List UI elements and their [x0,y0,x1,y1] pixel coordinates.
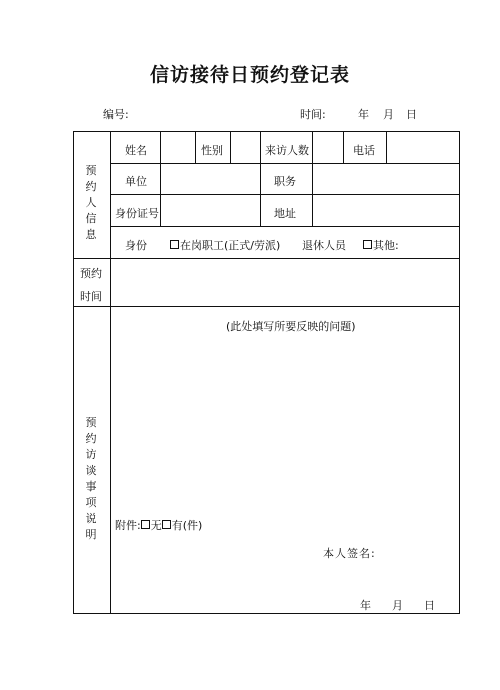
option-employed-text: 在岗职工(正式/劳派) [180,239,281,252]
label-column-divider [110,131,111,614]
footer-day: 日 [424,599,435,612]
appointment-time-label-line1: 预约 [80,267,102,280]
duty-label: 职务 [274,175,296,188]
form-title: 信访接待日预约登记表 [149,64,350,86]
footer-month: 月 [392,599,403,612]
column-divider [230,131,231,163]
column-divider [160,131,161,226]
row-divider [111,163,460,164]
option-retired: 退休人员 [302,239,346,252]
row-divider [111,194,460,195]
header-year: 年 [358,108,369,121]
unit-label: 单位 [125,175,147,188]
header-day: 日 [406,108,417,121]
appointee-info-label: 预约人信息 [85,164,97,241]
other-checkbox-icon[interactable] [363,240,372,249]
number-label: 编号: [103,108,129,121]
employed-checkbox-icon[interactable] [170,240,179,249]
option-other[interactable] [363,237,399,253]
matter-hint: (此处填写所要反映的问题) [226,320,356,333]
address-label: 地址 [274,207,296,220]
section-divider [73,306,460,307]
signature-label: 本人签名: [323,547,376,560]
header-month: 月 [383,108,394,121]
gender-label: 性别 [201,144,223,157]
attachment-label: 附件: [115,519,141,532]
phone-label: 电话 [353,144,375,157]
footer-year: 年 [360,599,371,612]
has-attachment-checkbox-icon[interactable] [162,520,171,529]
column-divider [195,131,196,163]
row-divider [111,226,460,227]
attachment-none-text: 无 [150,519,162,532]
time-label: 时间: [300,108,326,121]
column-divider [386,131,387,163]
appointment-time-label-line2: 时间 [80,290,102,303]
id-number-label: 身份证号 [115,207,159,220]
visitor-count-label: 来访人数 [265,144,309,157]
column-divider [260,131,261,226]
attachment-row [115,517,202,533]
matter-description-label: 预约访谈事项说明 [85,416,97,541]
registration-form [73,131,460,614]
name-label: 姓名 [125,144,147,157]
section-divider [73,258,460,259]
column-divider [312,131,313,226]
identity-label: 身份 [125,239,147,252]
no-attachment-checkbox-icon[interactable] [141,520,150,529]
column-divider [343,131,344,163]
option-other-text: 其他: [373,239,399,252]
attachment-has-text: 有(件) [171,519,203,532]
option-employed[interactable] [170,237,280,253]
